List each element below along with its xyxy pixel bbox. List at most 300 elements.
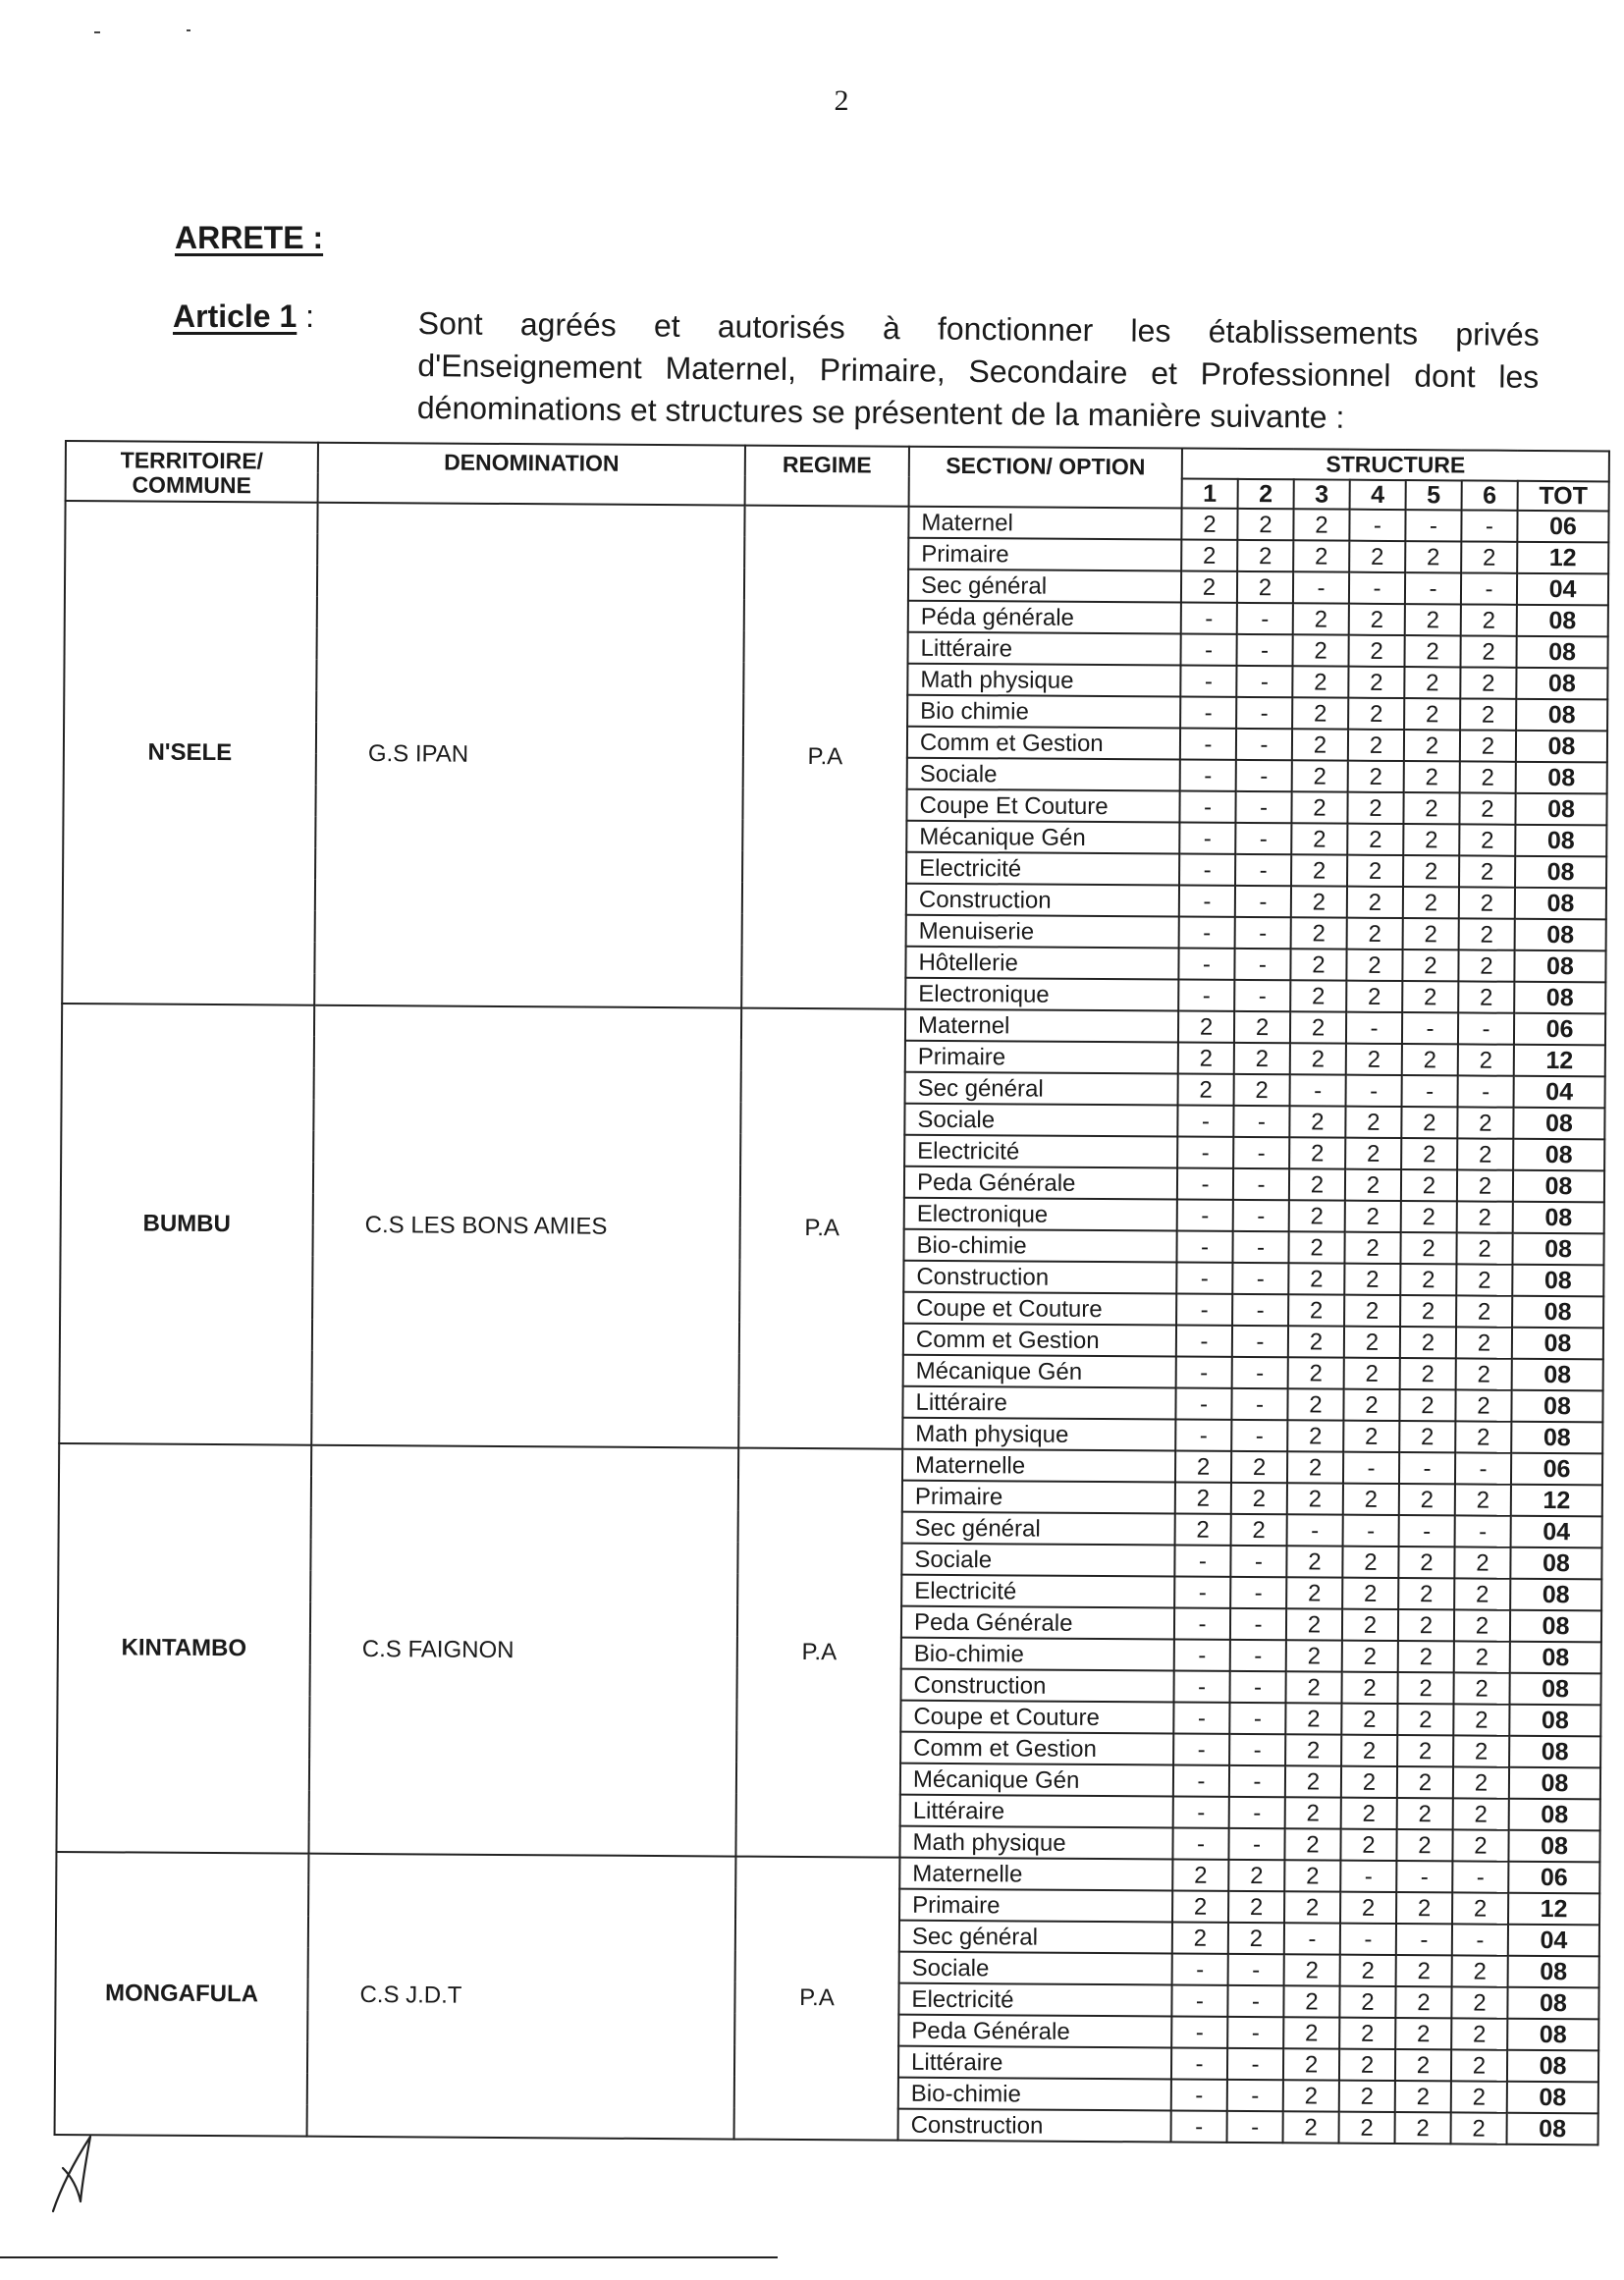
year-2-cell: - (1228, 1828, 1284, 1860)
year-4-cell: - (1343, 1515, 1399, 1547)
year-2-cell: - (1229, 1734, 1285, 1765)
option-cell: Littéraire (900, 1795, 1173, 1828)
year-2-cell: 2 (1228, 1891, 1284, 1923)
year-6-cell: 2 (1452, 1829, 1508, 1861)
year-3-cell: 2 (1285, 1734, 1341, 1765)
year-6-cell: 2 (1459, 918, 1515, 950)
option-cell: Bio-chimie (898, 2078, 1171, 2111)
year-5-cell: 2 (1396, 1955, 1452, 1986)
option-cell: Primaire (905, 1041, 1178, 1074)
header-section-option: SECTION/ OPTION (909, 447, 1182, 509)
option-cell: Construction (903, 1261, 1176, 1294)
total-cell: 08 (1511, 1422, 1602, 1454)
year-6-cell: 2 (1457, 1138, 1513, 1169)
year-1-cell: - (1178, 949, 1234, 980)
year-4-cell: 2 (1345, 1138, 1401, 1169)
option-cell: Construction (901, 1669, 1174, 1703)
year-3-cell: 2 (1291, 917, 1347, 949)
year-6-cell: 2 (1456, 1295, 1512, 1327)
year-1-cell: - (1177, 1137, 1233, 1168)
total-cell: 08 (1510, 1579, 1601, 1611)
option-cell: Littéraire (898, 2046, 1171, 2080)
year-4-cell: 2 (1340, 1892, 1396, 1924)
year-3-cell: 2 (1286, 1546, 1342, 1577)
schools-table-wrapper (54, 440, 1608, 2145)
year-2-cell: 2 (1237, 571, 1293, 603)
year-3-cell: 2 (1293, 634, 1349, 666)
year-4-cell: 2 (1344, 1327, 1400, 1358)
denomination-cell: C.S FAIGNON (308, 1445, 738, 1857)
year-6-cell: 2 (1451, 2018, 1507, 2049)
total-cell: 06 (1517, 511, 1608, 543)
year-1-cell: - (1171, 2111, 1227, 2143)
year-3-cell: 2 (1291, 886, 1347, 917)
year-1-cell: - (1179, 791, 1235, 823)
year-6-cell: 2 (1460, 730, 1516, 761)
year-1-cell: - (1175, 1420, 1231, 1451)
year-2-cell: - (1230, 1640, 1286, 1671)
year-2-cell: 2 (1237, 540, 1293, 571)
year-5-cell: 2 (1405, 541, 1461, 572)
year-4-cell: 2 (1348, 698, 1404, 730)
option-cell: Maternelle (902, 1449, 1175, 1483)
year-4-cell: 2 (1345, 1201, 1401, 1232)
year-3-cell: 2 (1289, 1168, 1345, 1200)
year-2-cell: - (1230, 1546, 1286, 1577)
year-2-cell: 2 (1237, 509, 1293, 540)
year-1-cell: - (1173, 1671, 1229, 1703)
total-cell: 04 (1508, 1925, 1599, 1957)
year-6-cell: 2 (1457, 1169, 1513, 1201)
year-2-cell: - (1234, 949, 1290, 980)
year-2-cell: - (1232, 1294, 1288, 1326)
option-cell: Bio-chimie (903, 1229, 1176, 1263)
year-5-cell: - (1396, 1924, 1452, 1955)
year-3-cell: 2 (1291, 823, 1347, 854)
total-cell: 08 (1507, 2113, 1598, 2145)
year-1-cell: - (1176, 1263, 1232, 1294)
year-3-cell: 2 (1292, 729, 1348, 760)
year-2-cell: - (1237, 634, 1293, 666)
header-year-3: 3 (1294, 479, 1350, 509)
year-6-cell: 2 (1455, 1484, 1511, 1515)
year-3-cell: 2 (1285, 1671, 1341, 1703)
header-territoire: TERRITOIRE/ COMMUNE (66, 441, 318, 503)
year-5-cell: 2 (1401, 1138, 1457, 1169)
year-6-cell: 2 (1455, 1421, 1511, 1452)
year-1-cell: 2 (1181, 571, 1237, 603)
option-cell: Electricité (906, 852, 1179, 886)
year-2-cell: - (1237, 603, 1293, 634)
option-cell: Littéraire (902, 1386, 1175, 1420)
year-4-cell: 2 (1349, 541, 1405, 572)
regime-cell: P.A (734, 1857, 900, 2141)
option-cell: Maternelle (899, 1858, 1172, 1891)
year-2-cell: - (1229, 1765, 1285, 1797)
year-2-cell: - (1235, 791, 1291, 823)
year-4-cell: 2 (1339, 2049, 1395, 2081)
header-year-4: 4 (1350, 480, 1406, 510)
year-5-cell: 2 (1403, 918, 1459, 950)
year-1-cell: - (1175, 1388, 1231, 1420)
year-6-cell: 2 (1451, 1986, 1507, 2018)
option-cell: Sociale (904, 1104, 1177, 1137)
total-cell: 08 (1512, 1233, 1603, 1266)
year-1-cell: - (1174, 1608, 1230, 1640)
total-cell: 08 (1507, 1987, 1598, 2020)
year-1-cell: 2 (1181, 509, 1237, 540)
year-4-cell: 2 (1340, 1829, 1396, 1861)
year-5-cell: 2 (1401, 1169, 1457, 1201)
year-5-cell: 2 (1400, 1327, 1456, 1358)
year-4-cell: 2 (1347, 887, 1403, 918)
year-1-cell: 2 (1172, 1923, 1228, 1954)
option-cell: Bio-chimie (901, 1638, 1174, 1671)
regime-cell: P.A (738, 1008, 905, 1449)
year-1-cell: - (1180, 760, 1236, 791)
year-6-cell: 2 (1454, 1578, 1510, 1609)
total-cell: 08 (1512, 1296, 1603, 1329)
year-1-cell: - (1181, 603, 1237, 634)
year-2-cell: 2 (1231, 1451, 1287, 1483)
option-cell: Primaire (902, 1481, 1175, 1514)
year-6-cell: 2 (1453, 1704, 1509, 1735)
option-cell: Littéraire (908, 632, 1181, 666)
year-4-cell: 2 (1344, 1264, 1400, 1295)
year-3-cell: 2 (1292, 760, 1348, 791)
year-4-cell: - (1340, 1861, 1396, 1892)
year-5-cell: - (1405, 510, 1461, 541)
option-cell: Coupe et Couture (900, 1701, 1173, 1734)
year-1-cell: - (1179, 886, 1235, 917)
year-2-cell: - (1233, 1200, 1289, 1231)
year-1-cell: - (1174, 1577, 1230, 1608)
year-3-cell: 2 (1286, 1640, 1342, 1671)
option-cell: Bio chimie (907, 695, 1180, 729)
total-cell: 08 (1508, 1956, 1599, 1988)
year-6-cell: - (1452, 1861, 1508, 1892)
year-5-cell: 2 (1398, 1609, 1454, 1641)
year-5-cell: 2 (1395, 2112, 1451, 2144)
year-1-cell: - (1171, 2017, 1227, 2048)
year-3-cell: 2 (1283, 2048, 1339, 2080)
article-colon: : (297, 299, 315, 334)
total-cell: 06 (1511, 1453, 1602, 1486)
year-5-cell: 2 (1401, 1201, 1457, 1232)
year-5-cell: 2 (1396, 1892, 1452, 1924)
year-6-cell: 2 (1451, 2112, 1507, 2144)
total-cell: 08 (1510, 1547, 1601, 1580)
year-6-cell: 2 (1460, 635, 1516, 667)
year-5-cell: 2 (1396, 1829, 1452, 1861)
regime-cell: P.A (741, 506, 908, 1009)
option-cell: Sec général (905, 1072, 1178, 1106)
total-cell: 08 (1515, 793, 1606, 826)
option-cell: Coupe Et Couture (906, 789, 1179, 823)
option-cell: Hôtellerie (905, 947, 1178, 980)
year-4-cell: 2 (1339, 2112, 1395, 2144)
year-6-cell: - (1458, 1075, 1514, 1107)
year-6-cell: 2 (1459, 855, 1515, 887)
year-3-cell: 2 (1286, 1577, 1342, 1608)
year-3-cell: 2 (1289, 1106, 1345, 1137)
year-1-cell: - (1172, 1828, 1228, 1860)
year-3-cell: 2 (1291, 854, 1347, 886)
total-cell: 08 (1515, 919, 1606, 951)
year-5-cell: 2 (1404, 635, 1460, 667)
option-cell: Electricité (901, 1575, 1174, 1608)
year-4-cell: 2 (1346, 981, 1402, 1012)
year-1-cell: - (1173, 1703, 1229, 1734)
total-cell: 08 (1511, 1390, 1602, 1423)
option-cell: Construction (898, 2109, 1171, 2143)
year-6-cell: 2 (1458, 981, 1514, 1012)
year-1-cell: - (1179, 823, 1235, 854)
year-1-cell: 2 (1172, 1891, 1228, 1923)
year-6-cell: 2 (1459, 824, 1515, 855)
page-number: 2 (834, 84, 849, 117)
year-4-cell: 2 (1347, 792, 1403, 824)
total-cell: 08 (1509, 1767, 1600, 1800)
header-denomination: DENOMINATION (318, 443, 745, 506)
year-4-cell: 2 (1341, 1798, 1397, 1829)
year-3-cell: 2 (1287, 1420, 1343, 1451)
year-3-cell: 2 (1284, 1828, 1340, 1860)
year-5-cell: 2 (1395, 2049, 1451, 2081)
year-6-cell: 2 (1453, 1798, 1509, 1829)
year-6-cell: 2 (1461, 541, 1517, 572)
year-4-cell: - (1346, 1075, 1402, 1107)
total-cell: 08 (1515, 888, 1606, 920)
year-5-cell: 2 (1397, 1766, 1453, 1798)
year-5-cell: 2 (1398, 1641, 1454, 1672)
year-3-cell: 2 (1288, 1231, 1344, 1263)
total-cell: 08 (1513, 1139, 1604, 1171)
year-4-cell: 2 (1342, 1641, 1398, 1672)
year-1-cell: - (1171, 2048, 1227, 2080)
option-cell: Peda Générale (898, 2015, 1171, 2048)
signature-mark (47, 2129, 106, 2217)
year-4-cell: 2 (1347, 824, 1403, 855)
total-cell: 08 (1512, 1328, 1603, 1360)
year-6-cell: - (1461, 572, 1517, 604)
year-4-cell: - (1349, 572, 1405, 604)
total-cell: 12 (1508, 1893, 1599, 1926)
year-3-cell: 2 (1293, 509, 1349, 540)
year-2-cell: - (1236, 760, 1292, 791)
option-cell: Peda Générale (904, 1167, 1177, 1200)
option-cell: Electronique (904, 1198, 1177, 1231)
year-3-cell: 2 (1288, 1357, 1344, 1388)
option-cell: Maternel (908, 507, 1181, 540)
year-6-cell: 2 (1458, 1044, 1514, 1075)
year-5-cell: 2 (1403, 855, 1459, 887)
footer-rule (0, 2256, 778, 2258)
year-1-cell: - (1176, 1357, 1232, 1388)
year-5-cell: 2 (1402, 1044, 1458, 1075)
option-cell: Comm et Gestion (903, 1324, 1176, 1357)
year-6-cell: 2 (1454, 1547, 1510, 1578)
year-6-cell: 2 (1458, 950, 1514, 981)
year-5-cell: 2 (1400, 1295, 1456, 1327)
year-2-cell: - (1232, 1231, 1288, 1263)
year-6-cell: 2 (1460, 698, 1516, 730)
year-5-cell: 2 (1404, 698, 1460, 730)
total-cell: 08 (1509, 1736, 1600, 1768)
year-3-cell: 2 (1285, 1797, 1341, 1828)
year-4-cell: 2 (1348, 761, 1404, 792)
year-6-cell: 2 (1455, 1389, 1511, 1421)
year-4-cell: 2 (1344, 1232, 1400, 1264)
option-cell: Sociale (899, 1952, 1172, 1985)
year-4-cell: 2 (1348, 635, 1404, 667)
year-2-cell: - (1227, 2048, 1283, 2080)
year-5-cell: 2 (1397, 1704, 1453, 1735)
total-cell: 08 (1516, 762, 1607, 794)
year-1-cell: - (1177, 1106, 1233, 1137)
total-cell: 08 (1514, 950, 1605, 983)
year-2-cell: - (1227, 2017, 1283, 2048)
total-cell: 08 (1515, 856, 1606, 889)
denomination-cell: G.S IPAN (314, 503, 744, 1008)
total-cell: 08 (1516, 636, 1607, 669)
year-4-cell: - (1349, 510, 1405, 541)
year-5-cell: 2 (1395, 2018, 1451, 2049)
year-4-cell: 2 (1345, 1107, 1401, 1138)
option-cell: Sec général (902, 1512, 1175, 1546)
option-cell: Construction (906, 884, 1179, 917)
year-2-cell: - (1234, 980, 1290, 1011)
year-3-cell: 2 (1289, 1200, 1345, 1231)
year-2-cell: - (1232, 1263, 1288, 1294)
option-cell: Sec général (899, 1921, 1172, 1954)
year-4-cell: 2 (1339, 2018, 1395, 2049)
total-cell: 08 (1516, 731, 1607, 763)
decree-heading: ARRETE : (175, 220, 324, 255)
header-year-5: 5 (1406, 480, 1462, 510)
year-5-cell: 2 (1402, 981, 1458, 1012)
option-cell: Sec général (908, 570, 1181, 603)
total-cell: 08 (1513, 1170, 1604, 1203)
year-3-cell: 2 (1283, 2080, 1339, 2111)
year-2-cell: - (1231, 1420, 1287, 1451)
option-cell: Comm et Gestion (900, 1732, 1173, 1765)
year-5-cell: - (1402, 1012, 1458, 1044)
year-5-cell: 2 (1402, 950, 1458, 981)
total-cell: 04 (1511, 1516, 1602, 1548)
year-5-cell: 2 (1397, 1672, 1453, 1704)
year-6-cell: 2 (1456, 1358, 1512, 1389)
year-1-cell: - (1173, 1797, 1229, 1828)
year-4-cell: 2 (1345, 1169, 1401, 1201)
year-1-cell: - (1174, 1640, 1230, 1671)
total-cell: 08 (1510, 1642, 1601, 1674)
year-4-cell: 2 (1349, 604, 1405, 635)
year-3-cell: 2 (1288, 1263, 1344, 1294)
year-2-cell: 2 (1234, 1074, 1290, 1106)
year-6-cell: - (1455, 1515, 1511, 1547)
year-3-cell: 2 (1290, 1043, 1346, 1074)
year-1-cell: 2 (1181, 540, 1237, 571)
year-2-cell: 2 (1234, 1043, 1290, 1074)
year-6-cell: 2 (1460, 761, 1516, 792)
year-1-cell: - (1179, 917, 1235, 949)
year-5-cell: - (1399, 1452, 1455, 1484)
option-cell: Electricité (904, 1135, 1177, 1168)
year-2-cell: - (1227, 2111, 1283, 2143)
year-4-cell: 2 (1344, 1358, 1400, 1389)
year-1-cell: 2 (1175, 1514, 1231, 1546)
total-cell: 04 (1514, 1076, 1605, 1109)
option-cell: Electricité (898, 1983, 1171, 2017)
year-2-cell: - (1233, 1137, 1289, 1168)
option-cell: Sociale (901, 1544, 1174, 1577)
year-3-cell: 2 (1288, 1294, 1344, 1326)
year-2-cell: - (1236, 666, 1292, 697)
year-3-cell: 2 (1287, 1388, 1343, 1420)
year-4-cell: 2 (1343, 1421, 1399, 1452)
total-cell: 08 (1507, 2019, 1598, 2051)
commune-cell: BUMBU (59, 1004, 314, 1445)
total-cell: 08 (1516, 668, 1607, 700)
year-3-cell: 2 (1283, 2017, 1339, 2048)
year-3-cell: 2 (1283, 1985, 1339, 2017)
header-year-2: 2 (1238, 479, 1294, 509)
year-3-cell: 2 (1287, 1483, 1343, 1514)
year-6-cell: 2 (1456, 1264, 1512, 1295)
year-2-cell: - (1229, 1703, 1285, 1734)
option-cell: Primaire (899, 1889, 1172, 1923)
option-cell: Sociale (907, 758, 1180, 791)
year-5-cell: 2 (1399, 1421, 1455, 1452)
year-4-cell: 2 (1347, 855, 1403, 887)
commune-cell: MONGAFULA (55, 1852, 309, 2137)
year-4-cell: 2 (1340, 1955, 1396, 1986)
article-label (173, 299, 314, 335)
year-1-cell: - (1176, 1231, 1232, 1263)
year-2-cell: 2 (1231, 1483, 1287, 1514)
year-5-cell: 2 (1403, 824, 1459, 855)
year-4-cell: 2 (1348, 730, 1404, 761)
year-4-cell: 2 (1342, 1609, 1398, 1641)
year-5-cell: 2 (1399, 1389, 1455, 1421)
year-2-cell: - (1230, 1577, 1286, 1608)
year-3-cell: 2 (1285, 1765, 1341, 1797)
year-6-cell: - (1461, 510, 1517, 541)
year-6-cell: 2 (1456, 1232, 1512, 1264)
year-4-cell: 2 (1339, 1986, 1395, 2018)
year-4-cell: 2 (1342, 1578, 1398, 1609)
year-5-cell: 2 (1400, 1264, 1456, 1295)
year-2-cell: 2 (1228, 1860, 1284, 1891)
year-1-cell: - (1180, 666, 1236, 697)
schools-table (54, 440, 1610, 2145)
option-cell: Math physique (907, 664, 1180, 697)
year-3-cell: - (1290, 1074, 1346, 1106)
year-4-cell: - (1346, 1012, 1402, 1044)
year-5-cell: 2 (1405, 604, 1461, 635)
year-4-cell: 2 (1341, 1672, 1397, 1704)
year-3-cell: 2 (1284, 1954, 1340, 1985)
option-cell: Math physique (902, 1418, 1175, 1451)
total-cell: 04 (1517, 573, 1608, 606)
year-6-cell: - (1455, 1452, 1511, 1484)
year-2-cell: - (1227, 2080, 1283, 2111)
year-6-cell: 2 (1457, 1201, 1513, 1232)
total-cell: 08 (1509, 1705, 1600, 1737)
year-5-cell: 2 (1397, 1735, 1453, 1766)
total-cell: 08 (1507, 2050, 1598, 2083)
